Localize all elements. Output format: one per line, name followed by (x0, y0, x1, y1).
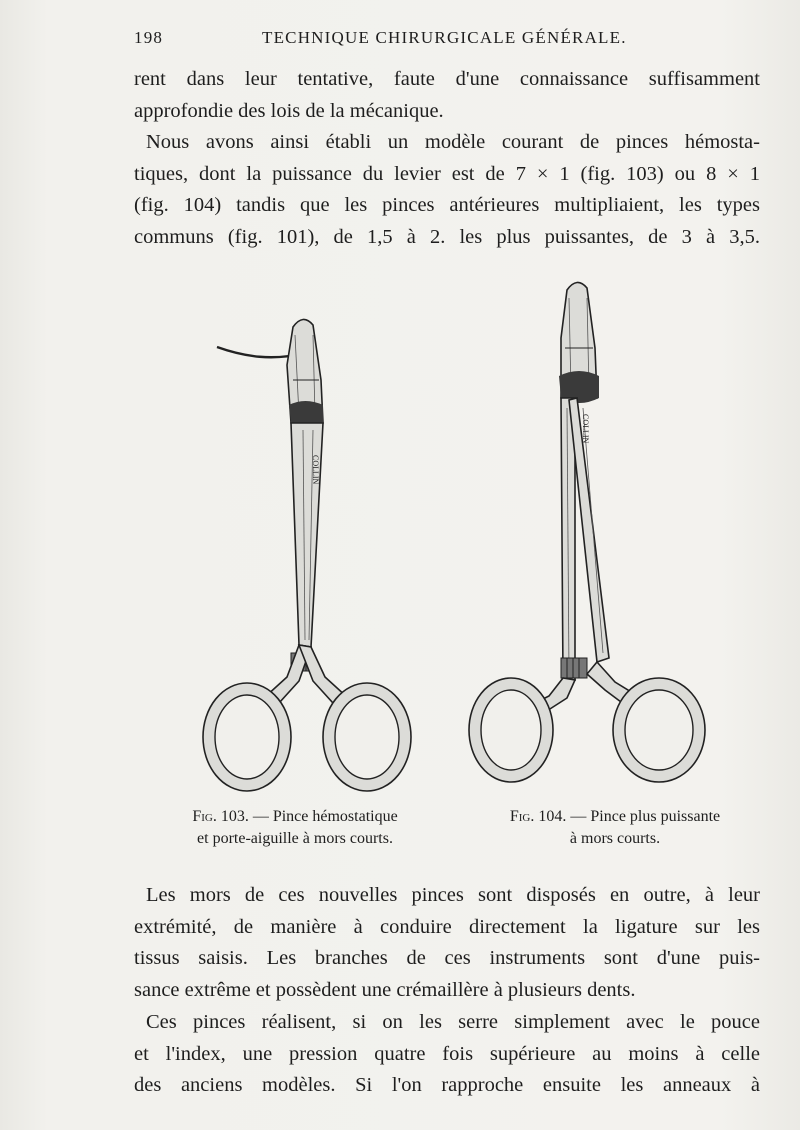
text-line: (fig. 104) tandis que les pinces antérieures multipliaient, les types (134, 194, 760, 216)
caption-line: à mors courts. (569, 830, 661, 847)
page-number: 198 (134, 28, 164, 47)
engraved-mark: COLLIN (311, 455, 320, 485)
forceps-illustration-104 (463, 278, 713, 793)
figure-label: Fig. 103. (192, 808, 249, 825)
text-line: extrémité, de manière à conduire directement la ligature sur les (134, 915, 760, 938)
text-line: tiques, dont la puissance du levier est de 7 × 1 (fig. 103) ou 8 × 1 (134, 162, 760, 185)
caption-line (160, 806, 430, 828)
text-line: et l'index, une pression quatre fois supérieure au moins à celle (134, 1042, 760, 1065)
caption-line: et porte-aiguille à mors courts. (197, 830, 393, 847)
figure-103 (195, 305, 430, 795)
text-line: Ces pinces réalisent, si on les serre simplement avec le pouce (146, 1011, 760, 1033)
text-line: des anciens modèles. Si l'on rapproche ensuite les anneaux à (134, 1074, 760, 1096)
paragraph-2 (134, 127, 760, 253)
figure-103-caption (160, 806, 430, 850)
text-line: communs (fig. 101), de 1,5 à 2. les plus puissantes, de 3 à 3,5. (134, 225, 760, 248)
caption-line (470, 806, 760, 828)
caption-text: — Pince plus puissante (570, 808, 721, 825)
running-header (134, 28, 764, 52)
text-line: tissus saisis. Les branches de ces instruments sont d'une puis- (134, 947, 760, 969)
text-line: sance extrême et possèdent une crémaillère à plusieurs dents. (134, 978, 636, 1001)
figure-label: Fig. 104. (509, 808, 567, 825)
paragraph-4 (134, 1007, 760, 1102)
figure-104 (463, 278, 713, 793)
text-line: approfondie des lois de la mécanique. (134, 99, 444, 122)
running-head-title: TECHNIQUE CHIRURGICALE GÉNÉRALE. (262, 28, 627, 47)
text-line: Nous avons ainsi établi un modèle courant de pinces hémosta- (146, 131, 760, 153)
paragraph-1 (134, 64, 760, 127)
paragraph-3 (134, 880, 760, 1006)
caption-text: — Pince hémostatique (252, 808, 398, 825)
forceps-illustration-103 (195, 305, 430, 795)
figure-104-caption (470, 806, 760, 850)
text-line: rent dans leur tentative, faute d'une connaissance suffisamment (134, 68, 760, 90)
engraved-mark: COLLIN (581, 414, 590, 444)
text-line: Les mors de ces nouvelles pinces sont disposés en outre, à leur (146, 884, 760, 906)
